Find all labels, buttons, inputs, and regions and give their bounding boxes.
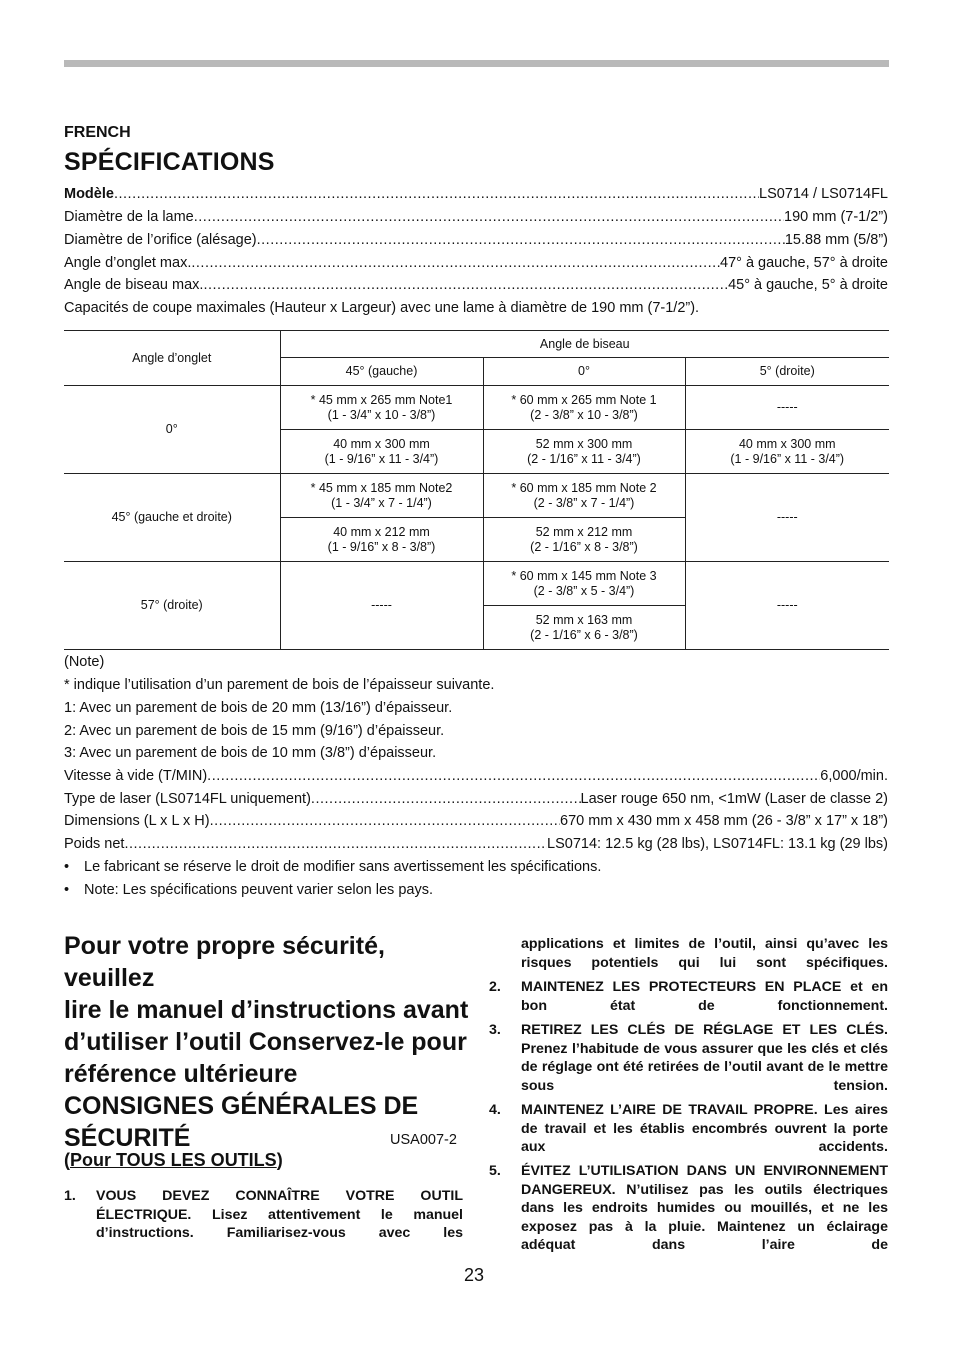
spec-row-laser (64, 791, 888, 807)
table-cell: 52 mm x 163 mm (2 - 1/16” x 6 - 3/8”) (483, 606, 685, 650)
note-line: 3: Avec un parement de bois de 10 mm (3/8”) d’épaisseur. (64, 745, 437, 761)
safety-item-1: 1. VOUS DEVEZ CONNAÎTRE VOTRE OUTIL ÉLECTRIQUE. Lisez attentivement le manuel d’instructions. Familiarisez-vous avec les (64, 1188, 463, 1241)
spec-label: Poids net (64, 836, 125, 852)
capacity-table (64, 330, 889, 650)
spec-value: 45° à gauche, 5° à droite (728, 277, 888, 293)
safety-item-3: 3. RETIREZ LES CLÉS DE RÉGLAGE ET LES CLÉS. Prenez l’habitude de vous assurer que les clés et clés de réglage ont été retirées de l’outil avant de le mettre sous tension. (489, 1022, 888, 1094)
table-cell: * 60 mm x 265 mm Note 1 (2 - 3/8” x 10 - 3/8”) (483, 386, 685, 430)
table-cell: 40 mm x 300 mm (1 - 9/16” x 11 - 3/4”) (280, 430, 483, 474)
note-line: 2: Avec un parement de bois de 15 mm (9/16”) d’épaisseur. (64, 723, 445, 739)
table-cell: * 60 mm x 185 mm Note 2 (2 - 3/8” x 7 - 1/4”) (483, 474, 685, 518)
row-label-0: 0° (64, 386, 280, 474)
safety-item-4: 4. MAINTENEZ L’AIRE DE TRAVAIL PROPRE. Les aires de travail et les établis encombrés ouvrent la porte aux accidents. (489, 1102, 888, 1155)
spec-value: 190 mm (7-1/2”) (784, 209, 888, 225)
table-cell: ----- (685, 386, 889, 430)
bullet-item: • Le fabricant se réserve le droit de modifier sans avertissement les spécifications. (64, 859, 602, 875)
top-rule (64, 60, 889, 67)
spec-label: Diamètre de l’orifice (alésage) (64, 232, 257, 248)
header-bevel-angle: Angle de biseau (280, 331, 889, 358)
table-cell: 52 mm x 300 mm (2 - 1/16” x 11 - 3/4”) (483, 430, 685, 474)
subheader-45-left: 45° (gauche) (280, 358, 483, 386)
bullet-symbol: • (64, 859, 70, 875)
spec-row-speed (64, 768, 888, 784)
page-title: SPÉCIFICATIONS (64, 148, 275, 176)
table-cell: ----- (280, 562, 483, 650)
header-miter-angle: Angle d’onglet (64, 331, 280, 386)
bullet-symbol: • (64, 882, 70, 898)
spec-row-model (64, 186, 888, 202)
note-line: 1: Avec un parement de bois de 20 mm (13/16”) d’épaisseur. (64, 700, 453, 716)
table-cell: ----- (685, 474, 889, 562)
document-code: USA007-2 (390, 1132, 457, 1148)
spec-row-weight (64, 836, 888, 852)
spec-row-bevel (64, 277, 888, 293)
row-label-57: 57° (droite) (64, 562, 280, 650)
spec-label: Diamètre de la lame (64, 209, 194, 225)
spec-value: 15.88 mm (5/8”) (784, 232, 888, 248)
spec-label: Angle de biseau max. (64, 277, 204, 293)
safety-item-5: 5. ÉVITEZ L’UTILISATION DANS UN ENVIRONNEMENT DANGEREUX. N’utilisez pas les outils électriques dans les endroits humides ou mouillés, et ne les exposez pas à la pluie. Maintenez un éclairage adéquat dans l’aire de (489, 1163, 888, 1253)
spec-value: 6,000/min. (820, 768, 888, 784)
table-cell: 52 mm x 212 mm (2 - 1/16” x 8 - 3/8”) (483, 518, 685, 562)
page-number: 23 (464, 1265, 485, 1285)
section-subtitle: (Pour TOUS LES OUTILS) (64, 1150, 283, 1170)
spec-row-dimensions (64, 813, 888, 829)
language-label: FRENCH (64, 124, 131, 141)
table-cell: ----- (685, 562, 889, 650)
subheader-5-right: 5° (droite) (685, 358, 889, 386)
spec-label: Type de laser (LS0714FL uniquement) (64, 791, 311, 807)
subheader-0: 0° (483, 358, 685, 386)
spec-value: 670 mm x 430 mm x 458 mm (26 - 3/8” x 17” x 18”) (560, 813, 888, 829)
spec-value: LS0714: 12.5 kg (28 lbs), LS0714FL: 13.1 kg (29 lbs) (547, 836, 888, 852)
safety-heading: Pour votre propre sécurité, veuillez lire le manuel d’instructions avant d’utiliser l’outil Conservez-le pour référence ultérieure CONSIGNES GÉNÉRALES DE SÉCURITÉ (64, 932, 469, 1152)
table-cell: 40 mm x 212 mm (1 - 9/16” x 8 - 3/8”) (280, 518, 483, 562)
bullet-item: • Note: Les spécifications peuvent varier selon les pays. (64, 882, 433, 898)
safety-item-2: 2. MAINTENEZ LES PROTECTEURS EN PLACE et en bon état de fonctionnement. (489, 979, 888, 1014)
spec-label: Vitesse à vide (T/MIN) (64, 768, 208, 784)
capacity-intro: Capacités de coupe maximales (Hauteur x Largeur) avec une lame à diamètre de 190 mm (7-1/2”). (64, 300, 700, 316)
table-cell: 40 mm x 300 mm (1 - 9/16” x 11 - 3/4”) (685, 430, 889, 474)
spec-value: Laser rouge 650 nm, <1mW (Laser de classe 2) (580, 791, 888, 807)
note-heading: (Note) (64, 654, 105, 670)
row-label-45: 45° (gauche et droite) (64, 474, 280, 562)
table-cell: * 45 mm x 185 mm Note2 (1 - 3/4” x 7 - 1/4”) (280, 474, 483, 518)
spec-label: Angle d’onglet max. (64, 255, 192, 271)
table-cell: * 60 mm x 145 mm Note 3 (2 - 3/8” x 5 - 3/4”) (483, 562, 685, 606)
note-line: * indique l’utilisation d’un parement de bois de l’épaisseur suivante. (64, 677, 495, 693)
safety-item-1-continued: applications et limites de l’outil, ainsi qu’avec les risques potentiels qui lui sont spécifiques. (521, 936, 888, 971)
spec-row-miter (64, 255, 888, 271)
spec-row-blade-diameter (64, 209, 888, 225)
spec-value: LS0714 / LS0714FL (759, 186, 888, 202)
spec-value: 47° à gauche, 57° à droite (720, 255, 888, 271)
spec-row-arbor (64, 232, 888, 248)
spec-label: Modèle (64, 186, 114, 202)
spec-label: Dimensions (L x L x H) (64, 813, 210, 829)
table-cell: * 45 mm x 265 mm Note1 (1 - 3/4” x 10 - 3/8”) (280, 386, 483, 430)
